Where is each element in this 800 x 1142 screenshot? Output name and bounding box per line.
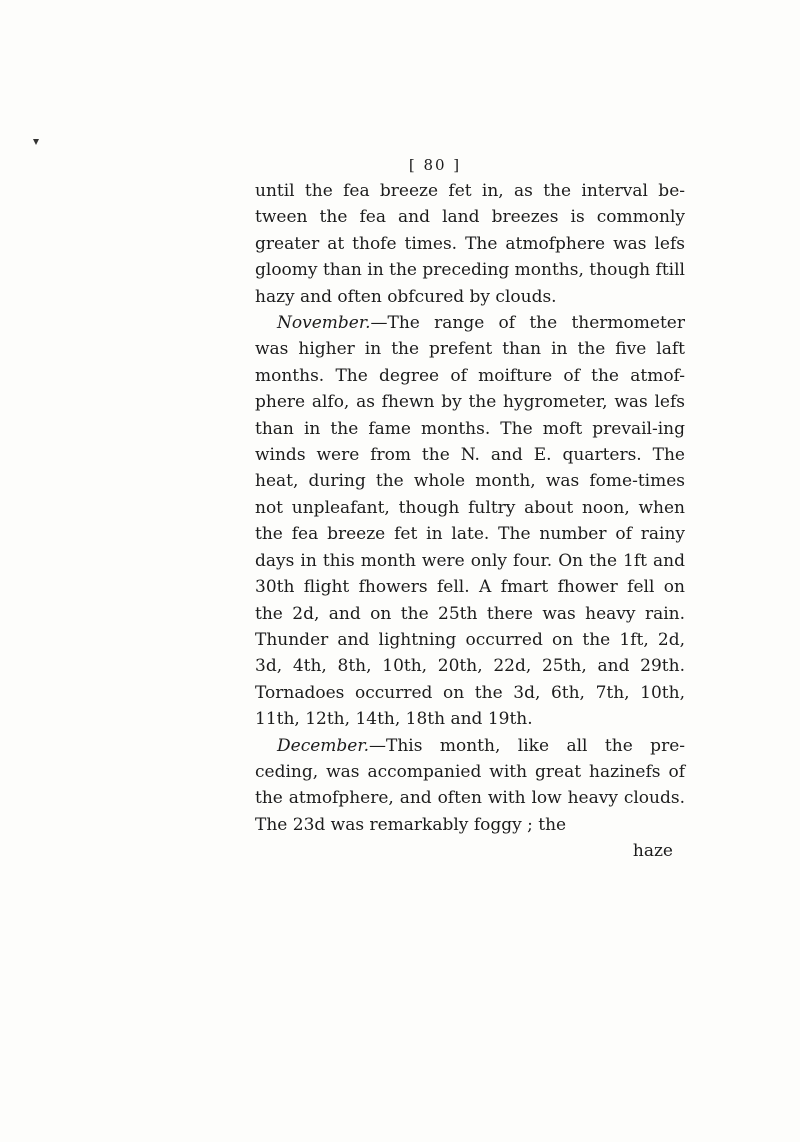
page-number: [ 80 ] — [408, 156, 462, 174]
catchword: haze — [632, 841, 673, 862]
december-heading: December. — [277, 735, 369, 756]
november-text: —The range of the thermometer was higher in the prefent than in the five laft months. The degree of moifture of the atmof-phere alfo, as fhewn by the hygrometer, was lefs than in the fame months. The moft prevail-ing winds were from the N. and E. quarters. The heat, during the whole month, was fome-times not unpleafant, though fultry about noon, when the fea breeze fet in late. The number of rainy days in this month were only four. On the 1ft and 30th flight fhowers fell. A fmart fhower fell on the 2d, and on the 25th there was heavy rain. Thunder and lightning occurred on the 1ft, 2d, 3d, 4th, 8th, 10th, 20th, 22d, 25th, and 29th. Tornadoes occurred on the 3d, 6th, 7th, 10th, 11th, 12th, 14th, 18th and 19th. — [255, 313, 685, 730]
december-text: —This month, like all the pre-ceding, was accompanied with great hazinefs of the atmofphere, and often with low heavy clouds. The 23d was remarkably foggy ; the — [255, 735, 685, 835]
opening-paragraph: until the fea breeze fet in, as the interval be-tween the fea and land breezes is commonly greater at thofe times. The atmofphere was lefs gloomy than in the preceding months, though ftill hazy and often obfcured by clouds. — [255, 181, 685, 307]
text-column — [255, 152, 685, 865]
november-heading: November. — [277, 313, 371, 334]
november-paragraph — [255, 310, 685, 733]
printer-mark — [33, 139, 39, 145]
december-paragraph — [255, 733, 685, 839]
